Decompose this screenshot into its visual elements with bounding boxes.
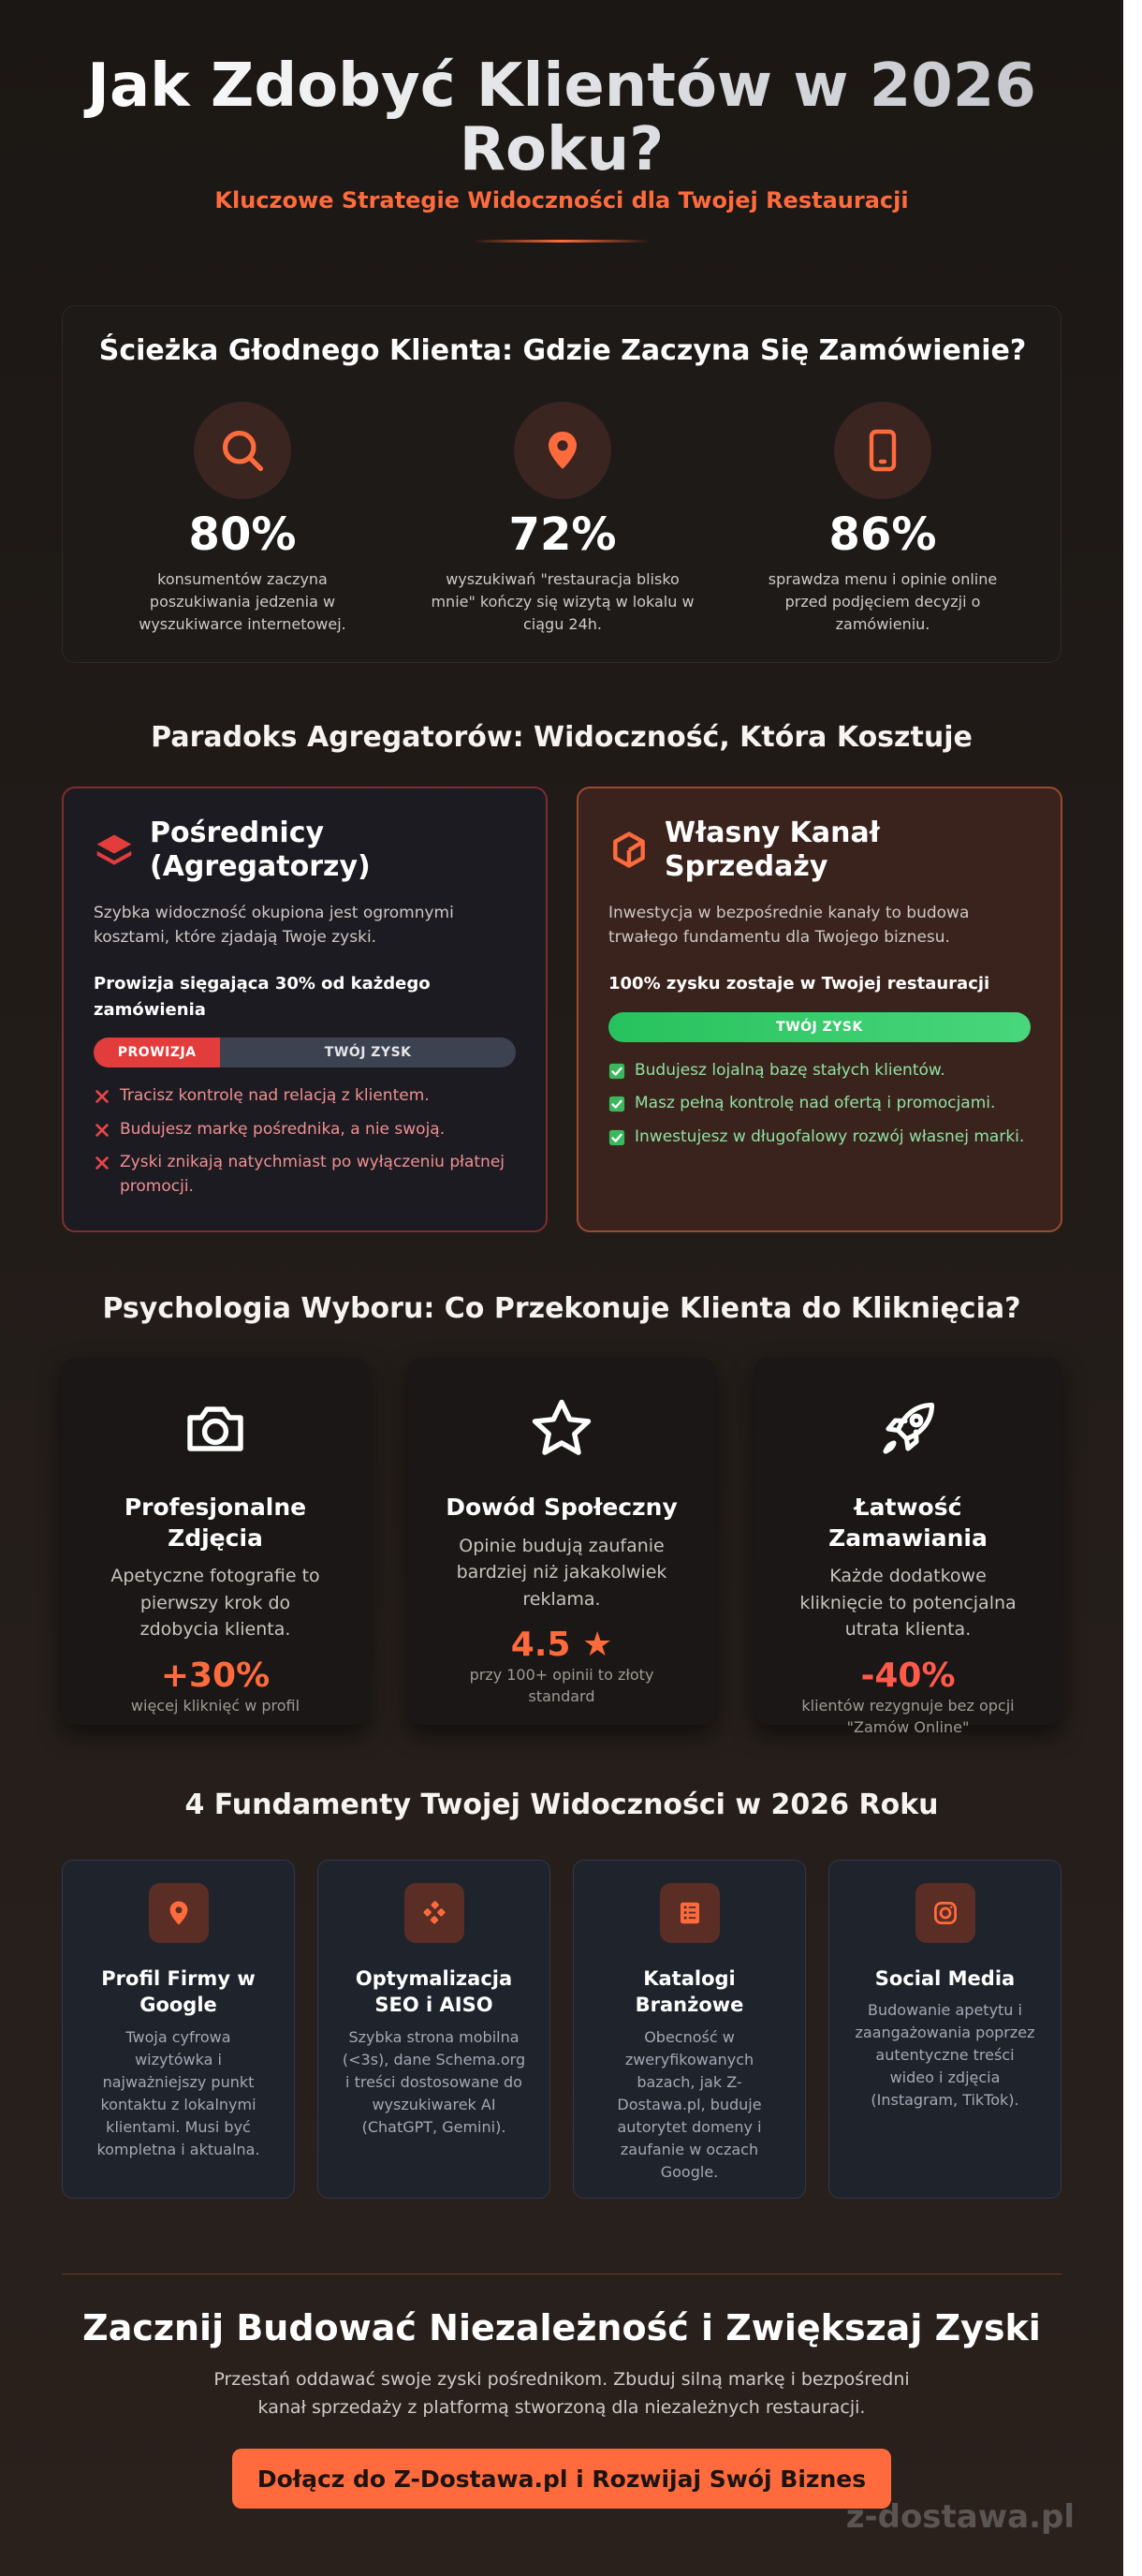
foundation-seo bbox=[317, 1860, 550, 2199]
search-icon bbox=[194, 402, 291, 499]
card-value: +30% bbox=[160, 1656, 271, 1695]
star-icon bbox=[528, 1395, 595, 1463]
card-text: Każde dodatkowe kliknięcie to potencjalna utrata klienta. bbox=[799, 1566, 1017, 1640]
benefit-text: Inwestujesz w długofalowy rozwój własnej marki. bbox=[635, 1126, 1025, 1146]
card-title: Profil Firmy w Google bbox=[101, 1967, 256, 2017]
foundation-google-profile bbox=[62, 1860, 295, 2199]
cta-title: Zacznij Budować Niezależność i Zwiększaj Zyski bbox=[82, 2307, 1041, 2348]
watermark: z-dostawa.pl bbox=[845, 2498, 1075, 2536]
card-title: Social Media bbox=[874, 1967, 1016, 1990]
list-item bbox=[94, 1151, 516, 1199]
stat-menu bbox=[733, 402, 1032, 636]
aggregators-card bbox=[62, 787, 548, 1232]
card-text: Szybka strona mobilna (<3s), dane Schema.org i treści dostosowane do wyszukiwarek AI (ChatGPT, Gemini). bbox=[342, 2027, 526, 2136]
own-channel-title: Własny Kanał Sprzedaży bbox=[665, 817, 880, 883]
list-item bbox=[608, 1126, 1031, 1150]
check-icon bbox=[608, 1096, 625, 1112]
stat-nearby bbox=[413, 402, 712, 636]
check-icon bbox=[608, 1063, 625, 1080]
card-value: 4.5 ★ bbox=[510, 1626, 613, 1664]
drawback-text: Budujesz markę pośrednika, a nie swoją. bbox=[120, 1119, 446, 1139]
join-button[interactable]: Dołącz do Z-Dostawa.pl i Rozwijaj Swój Biznes bbox=[232, 2449, 891, 2509]
page-subtitle: Kluczowe Strategie Widoczności dla Twojej Restauracji bbox=[214, 187, 909, 213]
card-title: Optymalizacja SEO i AISO bbox=[355, 1967, 513, 2017]
drawback-text: Tracisz kontrolę nad relacją z klientem. bbox=[120, 1086, 430, 1106]
journey-panel bbox=[62, 305, 1061, 663]
card-text: Apetyczne fotografie to pierwszy krok do zdobycia klienta. bbox=[110, 1566, 320, 1640]
profit-segment: TWÓJ ZYSK bbox=[220, 1038, 516, 1067]
map-pin-icon bbox=[514, 402, 611, 499]
stat-search bbox=[93, 402, 392, 636]
ease-card bbox=[754, 1358, 1061, 1736]
card-title: Dowód Społeczny bbox=[446, 1494, 678, 1521]
list-item bbox=[608, 1059, 1031, 1083]
card-note: więcej kliknięć w profil bbox=[130, 1696, 300, 1715]
drawback-text: Zyski znikają natychmiast po wyłączeniu płatnej promocji. bbox=[120, 1153, 505, 1196]
x-mark-icon bbox=[94, 1088, 110, 1105]
card-note: klientów rezygnuje bez opcji "Zamów Online" bbox=[801, 1696, 1015, 1736]
benefit-text: Budujesz lojalną bazę stałych klientów. bbox=[635, 1060, 945, 1080]
map-pin-icon bbox=[149, 1883, 209, 1943]
own-channel-highlight: 100% zysku zostaje w Twojej restauracji bbox=[608, 973, 990, 994]
psychology-title: Psychologia Wyboru: Co Przekonuje Klienta do Kliknięcia? bbox=[102, 1292, 1021, 1325]
profit-bar bbox=[608, 1012, 1031, 1042]
aggregators-drawbacks bbox=[94, 1084, 516, 1199]
card-title: Katalogi Branżowe bbox=[635, 1967, 744, 2017]
directory-icon bbox=[660, 1883, 720, 1943]
card-title: Łatwość Zamawiania bbox=[828, 1494, 988, 1552]
stat-description: wyszukiwań "restauracja blisko mnie" kończy się wizytą w lokalu w ciągu 24h. bbox=[431, 570, 695, 633]
commission-bar bbox=[94, 1038, 516, 1067]
list-item bbox=[608, 1092, 1031, 1116]
stat-value: 80% bbox=[188, 508, 297, 561]
page-edge bbox=[1123, 0, 1142, 2576]
aggregators-title: Pośrednicy (Agregatorzy) bbox=[150, 817, 371, 883]
smartphone-icon bbox=[834, 402, 931, 499]
own-channel-card bbox=[577, 787, 1062, 1232]
card-text: Twoja cyfrowa wizytówka i najważniejszy punkt kontaktu z lokalnymi klientami. Musi być kompletna i aktualna. bbox=[96, 2027, 260, 2158]
photos-card bbox=[62, 1358, 369, 1725]
header-divider bbox=[473, 240, 651, 243]
stat-value: 72% bbox=[508, 508, 617, 561]
x-mark-icon bbox=[94, 1155, 110, 1171]
card-text: Budowanie apetytu i zaangażowania poprzez autentyczne treści wideo i zdjęcia (Instagram, TikTok). bbox=[855, 2001, 1035, 2110]
foundation-social-media bbox=[828, 1860, 1061, 2199]
foundation-directories bbox=[573, 1860, 806, 2199]
card-text: Obecność w zweryfikowanych bazach, jak Z-Dostawa.pl, buduje autorytet domeny i zaufanie w oczach Google. bbox=[617, 2027, 762, 2181]
social-proof-card bbox=[408, 1358, 715, 1725]
journey-title: Ścieżka Głodnego Klienta: Gdzie Zaczyna Się Zamówienie? bbox=[98, 334, 1027, 367]
camera-icon bbox=[182, 1395, 249, 1463]
foundations-title: 4 Fundamenty Twojej Widoczności w 2026 Roku bbox=[184, 1788, 939, 1821]
paradox-title: Paradoks Agregatorów: Widoczność, Która Kosztuje bbox=[151, 721, 973, 754]
rocket-icon bbox=[874, 1395, 942, 1463]
list-item bbox=[94, 1118, 516, 1142]
code-icon bbox=[404, 1883, 464, 1943]
card-text: Opinie budują zaufanie bardziej niż jakakolwiek reklama. bbox=[456, 1535, 667, 1610]
page-title: Jak Zdobyć Klientów w 2026 Roku? bbox=[56, 54, 1067, 183]
stat-description: sprawdza menu i opinie online przed podjęciem decyzji o zamówieniu. bbox=[768, 570, 998, 633]
aggregators-description: Szybka widoczność okupiona jest ogromnymi kosztami, które zjadają Twoje zyski. bbox=[94, 904, 454, 948]
own-channel-benefits bbox=[608, 1059, 1031, 1150]
cube-icon bbox=[608, 830, 650, 871]
profit-segment: TWÓJ ZYSK bbox=[608, 1012, 1031, 1042]
instagram-icon bbox=[915, 1883, 975, 1943]
card-value: -40% bbox=[860, 1656, 956, 1695]
commission-segment: PROWIZJA bbox=[94, 1038, 220, 1067]
layers-icon bbox=[94, 830, 135, 871]
list-item bbox=[94, 1084, 516, 1109]
cta-text: Przestań oddawać swoje zyski pośrednikom. Zbuduj silną markę i bezpośredni kanał sprzedaży z platformą stworzoną dla niezależnych restauracji. bbox=[213, 2369, 910, 2419]
stat-value: 86% bbox=[828, 508, 937, 561]
own-channel-description: Inwestycja w bezpośrednie kanały to budowa trwałego fundamentu dla Twojego biznesu. bbox=[608, 904, 970, 948]
x-mark-icon bbox=[94, 1122, 110, 1139]
card-title: Profesjonalne Zdjęcia bbox=[124, 1494, 307, 1552]
benefit-text: Masz pełną kontrolę nad ofertą i promocjami. bbox=[635, 1094, 996, 1113]
check-icon bbox=[608, 1129, 625, 1146]
card-note: przy 100+ opinii to złoty standard bbox=[469, 1666, 654, 1706]
stat-description: konsumentów zaczyna poszukiwania jedzenia w wyszukiwarce internetowej. bbox=[139, 570, 346, 633]
aggregators-highlight: Prowizja sięgająca 30% od każdego zamówienia bbox=[94, 973, 431, 1020]
